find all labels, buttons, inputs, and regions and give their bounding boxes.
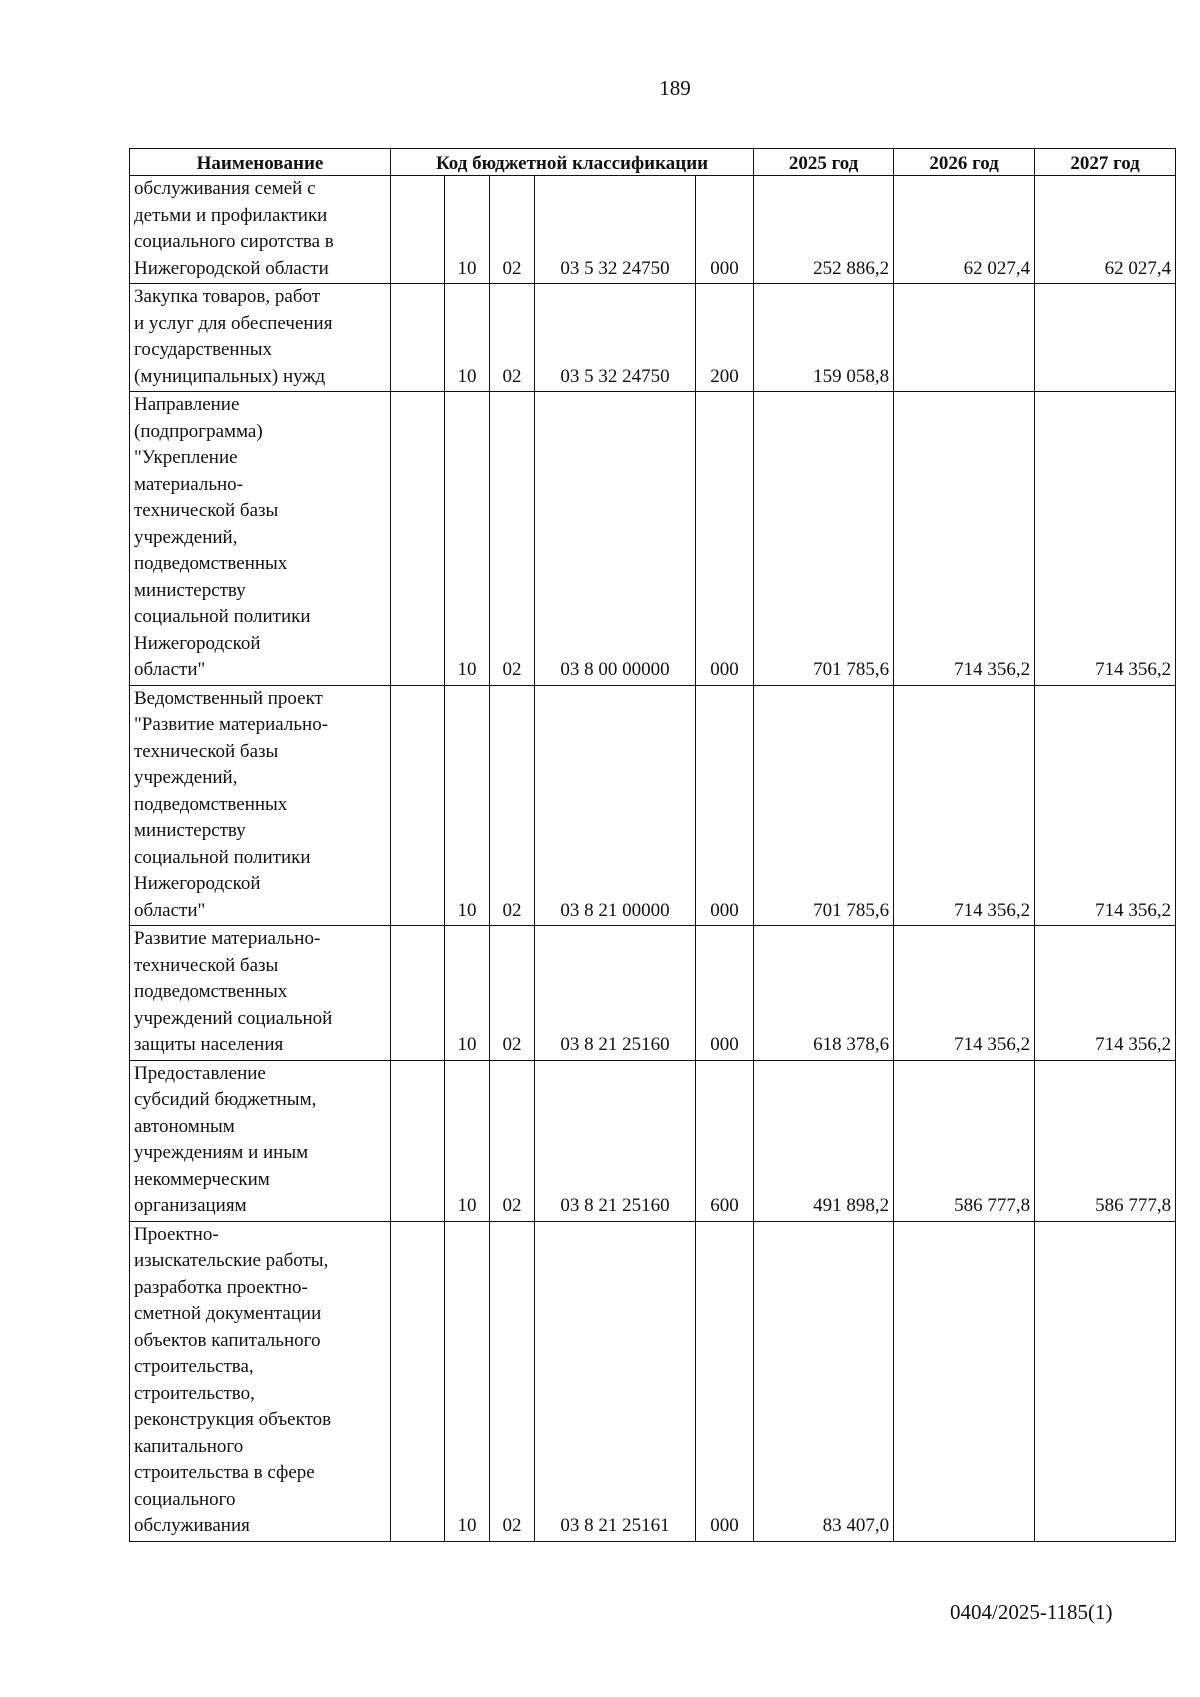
value-2025: 701 785,6 <box>754 685 894 926</box>
value-2027 <box>1035 284 1176 392</box>
value-2026 <box>894 1221 1035 1541</box>
header-2027: 2027 год <box>1035 149 1176 176</box>
code-section: 10 <box>445 926 490 1061</box>
row-name: Проектно- изыскательские работы, разработка проектно- сметной документации объектов капитального строительства, строительство, реконструкция объектов капитального строительства в сфере социального обслуживания <box>130 1221 391 1541</box>
header-code: Код бюджетной классификации <box>391 149 754 176</box>
code-section: 10 <box>445 176 490 284</box>
value-2025: 491 898,2 <box>754 1060 894 1221</box>
code-target-article: 03 5 32 24750 <box>535 176 696 284</box>
value-2025: 701 785,6 <box>754 392 894 686</box>
code-subsection: 02 <box>490 176 535 284</box>
value-2027: 62 027,4 <box>1035 176 1176 284</box>
code-blank <box>391 176 445 284</box>
code-blank <box>391 392 445 686</box>
code-target-article: 03 8 00 00000 <box>535 392 696 686</box>
table-row <box>130 1060 1176 1221</box>
code-expense-type: 600 <box>696 1060 754 1221</box>
code-target-article: 03 8 21 25160 <box>535 1060 696 1221</box>
table-row <box>130 926 1176 1061</box>
value-2026: 714 356,2 <box>894 685 1035 926</box>
code-section: 10 <box>445 1221 490 1541</box>
code-expense-type: 200 <box>696 284 754 392</box>
value-2027: 714 356,2 <box>1035 685 1176 926</box>
value-2025: 83 407,0 <box>754 1221 894 1541</box>
table-row <box>130 284 1176 392</box>
value-2026: 586 777,8 <box>894 1060 1035 1221</box>
code-expense-type: 000 <box>696 685 754 926</box>
code-section: 10 <box>445 685 490 926</box>
code-blank <box>391 284 445 392</box>
code-target-article: 03 8 21 25161 <box>535 1221 696 1541</box>
header-2026: 2026 год <box>894 149 1035 176</box>
code-expense-type: 000 <box>696 392 754 686</box>
table-row <box>130 392 1176 686</box>
value-2026 <box>894 284 1035 392</box>
code-subsection: 02 <box>490 284 535 392</box>
code-subsection: 02 <box>490 392 535 686</box>
value-2027: 586 777,8 <box>1035 1060 1176 1221</box>
value-2025: 159 058,8 <box>754 284 894 392</box>
value-2027: 714 356,2 <box>1035 926 1176 1061</box>
code-blank <box>391 1221 445 1541</box>
header-2025: 2025 год <box>754 149 894 176</box>
code-subsection: 02 <box>490 1221 535 1541</box>
table-row <box>130 1221 1176 1541</box>
code-section: 10 <box>445 284 490 392</box>
code-target-article: 03 8 21 00000 <box>535 685 696 926</box>
row-name: Предоставление субсидий бюджетным, автономным учреждениям и иным некоммерческим организациям <box>130 1060 391 1221</box>
code-subsection: 02 <box>490 926 535 1061</box>
code-section: 10 <box>445 1060 490 1221</box>
row-name: Закупка товаров, работ и услуг для обеспечения государственных (муниципальных) нужд <box>130 284 391 392</box>
value-2027 <box>1035 1221 1176 1541</box>
header-row <box>130 149 1176 176</box>
row-name: Ведомственный проект "Развитие материально- технической базы учреждений, подведомственных министерству социальной политики Нижегородской области" <box>130 685 391 926</box>
value-2026: 62 027,4 <box>894 176 1035 284</box>
code-blank <box>391 926 445 1061</box>
code-subsection: 02 <box>490 685 535 926</box>
code-blank <box>391 685 445 926</box>
row-name: обслуживания семей с детьми и профилактики социального сиротства в Нижегородской области <box>130 176 391 284</box>
row-name: Направление (подпрограмма) "Укрепление материально- технической базы учреждений, подведомственных министерству социальной политики Нижегородской области" <box>130 392 391 686</box>
value-2025: 252 886,2 <box>754 176 894 284</box>
code-section: 10 <box>445 392 490 686</box>
code-target-article: 03 5 32 24750 <box>535 284 696 392</box>
code-target-article: 03 8 21 25160 <box>535 926 696 1061</box>
document-code: 0404/2025-1185(1) <box>950 1600 1113 1624</box>
value-2026: 714 356,2 <box>894 392 1035 686</box>
header-name: Наименование <box>130 149 391 176</box>
code-blank <box>391 1060 445 1221</box>
code-expense-type: 000 <box>696 176 754 284</box>
code-subsection: 02 <box>490 1060 535 1221</box>
value-2027: 714 356,2 <box>1035 392 1176 686</box>
table-row <box>130 685 1176 926</box>
budget-table <box>129 148 1176 1542</box>
page-number: 189 <box>659 76 691 100</box>
code-expense-type: 000 <box>696 926 754 1061</box>
table-row <box>130 176 1176 284</box>
code-expense-type: 000 <box>696 1221 754 1541</box>
row-name: Развитие материально- технической базы подведомственных учреждений социальной защиты населения <box>130 926 391 1061</box>
value-2026: 714 356,2 <box>894 926 1035 1061</box>
value-2025: 618 378,6 <box>754 926 894 1061</box>
